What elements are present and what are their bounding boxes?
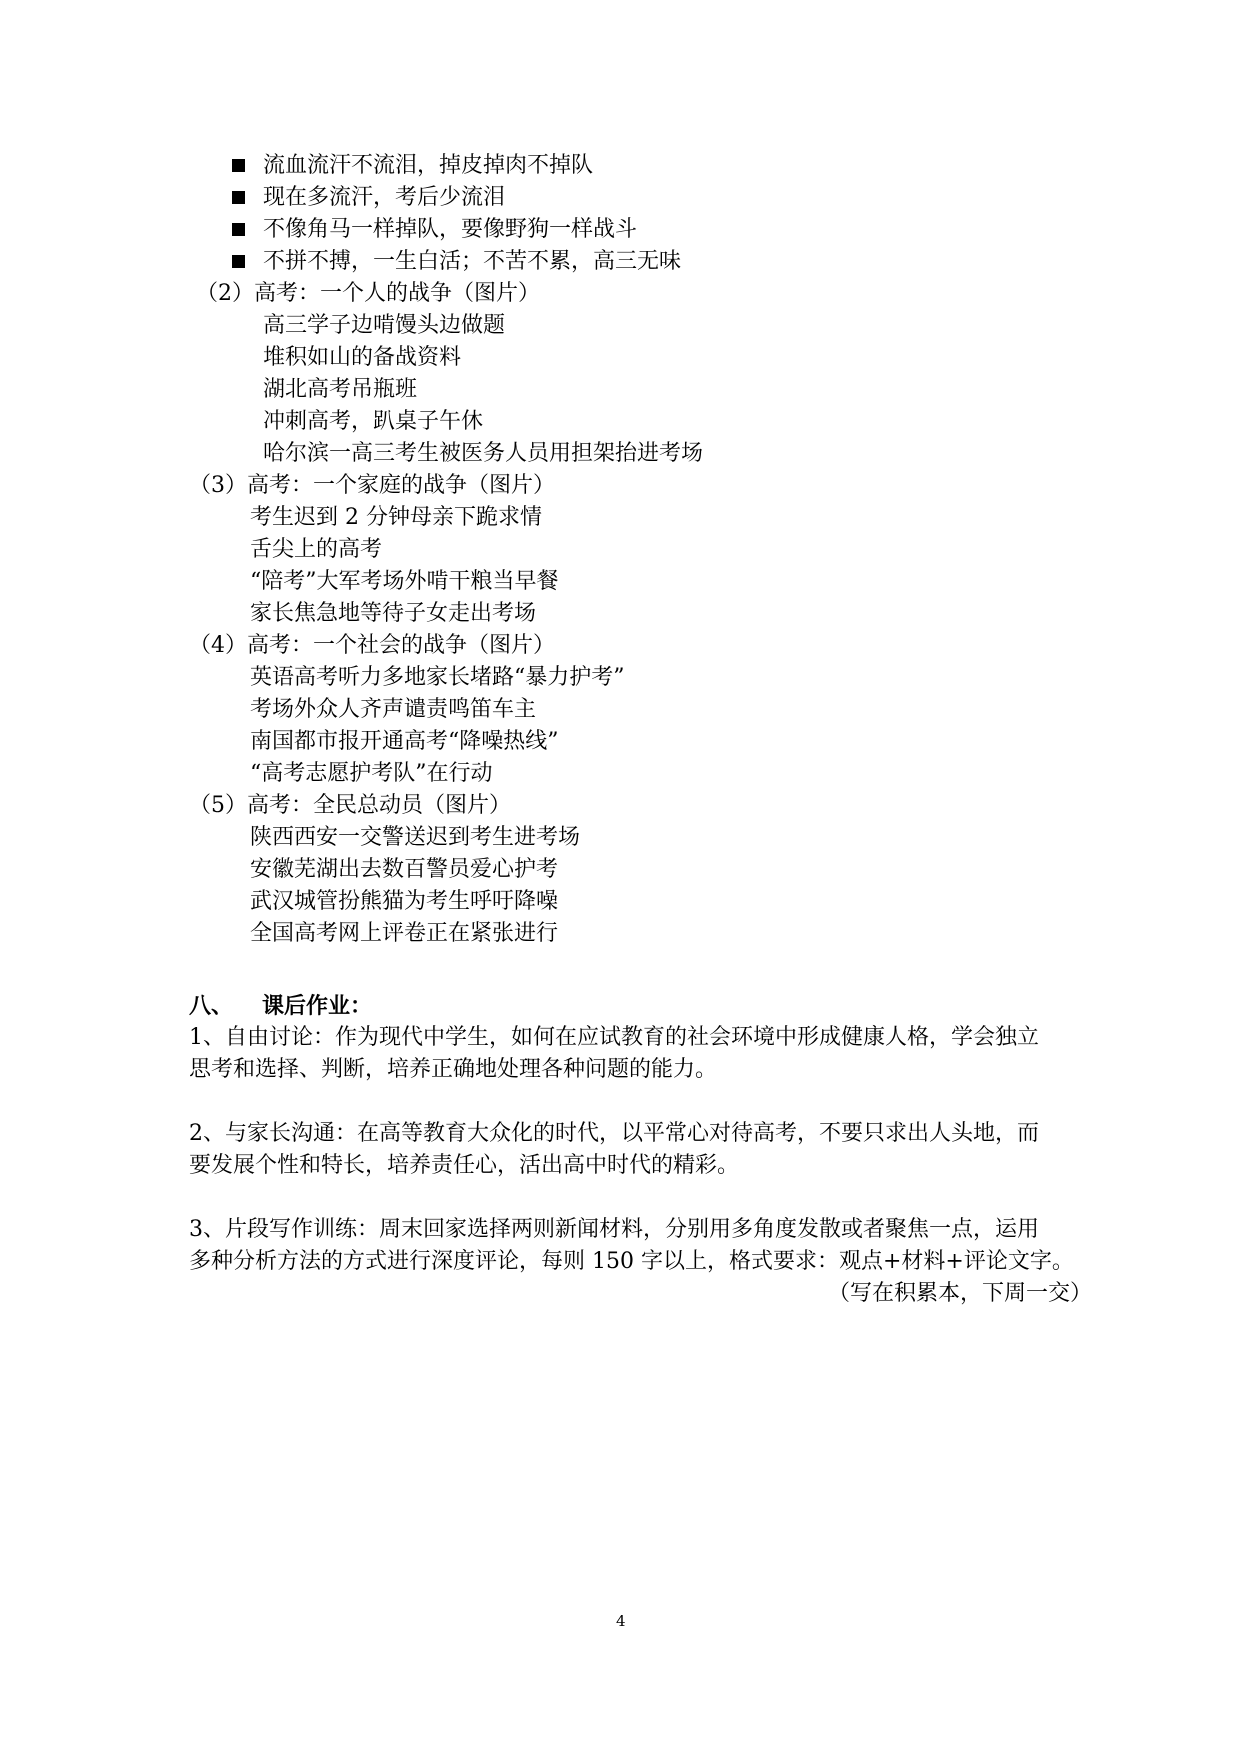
list-item: 冲刺高考，趴桌子午休 — [263, 409, 484, 434]
homework-note: （写在积累本，下周一交） — [828, 1281, 1093, 1306]
section-heading: （2）高考：一个人的战争（图片） — [196, 281, 540, 306]
bullet-square-icon — [232, 159, 245, 172]
bullet-item: 不拼不搏，一生白活；不苦不累，高三无味 — [263, 249, 682, 274]
bullet-square-icon — [232, 191, 245, 204]
homework-task-1: 1、自由讨论：作为现代中学生，如何在应试教育的社会环境中形成健康人格，学会独立 — [189, 1025, 1039, 1050]
list-item: 舌尖上的高考 — [250, 537, 383, 562]
homework-task-2-cont: 要发展个性和特长，培养责任心，活出高中时代的精彩。 — [189, 1153, 740, 1178]
list-item: 武汉城管扮熊猫为考生呼吁降噪 — [250, 889, 559, 914]
section-heading: （4）高考：一个社会的战争（图片） — [189, 633, 555, 658]
bullet-item: 现在多流汗，考后少流泪 — [263, 185, 506, 210]
page-number: 4 — [616, 1612, 626, 1630]
homework-task-3-cont: 多种分析方法的方式进行深度评论，每则 150 字以上，格式要求：观点+材料+评论文字。 — [189, 1249, 1074, 1274]
section-heading: （5）高考：全民总动员（图片） — [189, 793, 511, 818]
homework-task-1-cont: 思考和选择、判断，培养正确地处理各种问题的能力。 — [189, 1057, 718, 1082]
list-item: 考生迟到 2 分钟母亲下跪求情 — [250, 505, 542, 530]
homework-number: 八、 — [189, 993, 234, 1019]
list-item: “高考志愿护考队”在行动 — [250, 761, 493, 786]
list-item: “陪考”大军考场外啃干粮当早餐 — [250, 569, 559, 594]
list-item: 家长焦急地等待子女走出考场 — [250, 601, 537, 626]
list-item: 南国都市报开通高考“降噪热线” — [250, 729, 559, 754]
list-item: 堆积如山的备战资料 — [263, 345, 462, 370]
homework-task-2: 2、与家长沟通：在高等教育大众化的时代，以平常心对待高考，不要只求出人头地，而 — [189, 1121, 1039, 1146]
list-item: 考场外众人齐声谴责鸣笛车主 — [250, 697, 537, 722]
section-heading: （3）高考：一个家庭的战争（图片） — [189, 473, 555, 498]
homework-title: 课后作业： — [262, 993, 373, 1019]
list-item: 安徽芜湖出去数百警员爱心护考 — [250, 857, 559, 882]
list-item: 英语高考听力多地家长堵路“暴力护考” — [250, 665, 625, 690]
list-item: 陕西西安一交警送迟到考生进考场 — [250, 825, 581, 850]
bullet-square-icon — [232, 223, 245, 236]
list-item: 全国高考网上评卷正在紧张进行 — [250, 921, 559, 946]
list-item: 湖北高考吊瓶班 — [263, 377, 418, 402]
homework-task-3: 3、片段写作训练：周末回家选择两则新闻材料，分别用多角度发散或者聚焦一点，运用 — [189, 1217, 1039, 1242]
bullet-item: 不像角马一样掉队，要像野狗一样战斗 — [263, 217, 638, 242]
bullet-item: 流血流汗不流泪，掉皮掉肉不掉队 — [263, 153, 594, 178]
list-item: 哈尔滨一高三考生被医务人员用担架抬进考场 — [263, 441, 704, 466]
list-item: 高三学子边啃馒头边做题 — [263, 313, 506, 338]
bullet-square-icon — [232, 255, 245, 268]
